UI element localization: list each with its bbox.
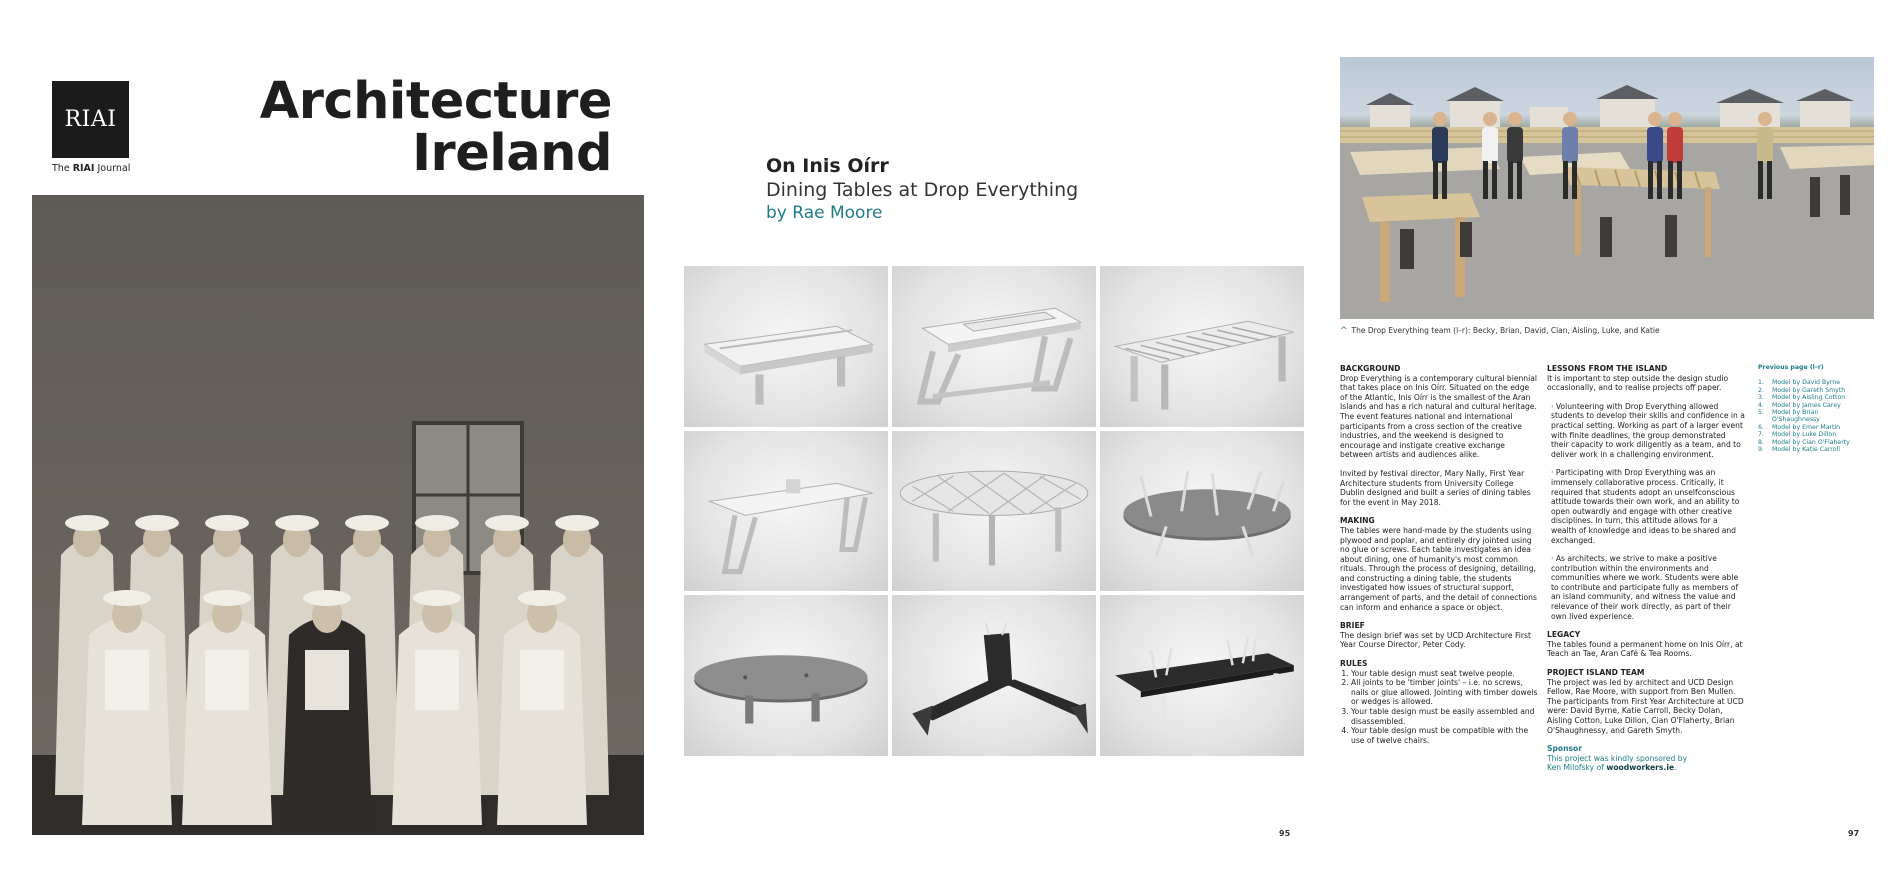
previous-page-item xyxy=(1758,379,1868,386)
previous-page-item-number: 4. xyxy=(1758,401,1764,409)
previous-page-item-number: 3. xyxy=(1758,394,1764,402)
previous-page-item-number: 2. xyxy=(1758,386,1764,394)
previous-page-item-label: Model by Emer Martin xyxy=(1772,423,1841,431)
section-heading-sponsor: Sponsor xyxy=(1547,744,1583,754)
section-heading-legacy: LEGACY xyxy=(1547,630,1581,640)
rule-item: 1. Your table design must seat twelve people. xyxy=(1351,669,1538,679)
previous-page-item-number: 9. xyxy=(1758,446,1764,454)
model-photo-2 xyxy=(892,266,1096,427)
page-number-left: 95 xyxy=(1279,829,1291,838)
previous-page-item-number: 5. xyxy=(1758,409,1764,417)
cover-title xyxy=(259,72,612,183)
table-model-photo-icon xyxy=(684,595,888,756)
rule-item: 3. Your table design must be easily assembled and disassembled. xyxy=(1351,707,1538,726)
section-heading-brief: BRIEF xyxy=(1340,621,1365,631)
table-model-photo-icon xyxy=(1100,595,1304,756)
photo-caption-text: The Drop Everything team (l–r): Becky, Brian, David, Cian, Aisling, Luke, and Katie xyxy=(1351,326,1660,335)
previous-page-item xyxy=(1758,424,1868,431)
table-model-photo-icon xyxy=(892,266,1096,427)
sponsor-line-2 xyxy=(1547,763,1745,773)
table-model-grid xyxy=(684,266,1304,756)
team-paragraph: The project was led by architect and UCD Design Fellow, Rae Moore, with support from Ben Mullen. The participants from First Year Architecture at UCD were: David Byrne, Katie Carroll, Becky Dolan, Aisling Cotton, Luke Dillon, Cian O'Flaherty, Brian O'Shaughnessy, and Gareth Smyth. xyxy=(1547,677,1744,735)
sponsor-link[interactable]: woodworkers.ie xyxy=(1606,763,1675,773)
previous-page-item-number: 8. xyxy=(1758,438,1764,446)
logo-caption xyxy=(52,163,130,174)
section-heading-rules: RULES xyxy=(1340,659,1368,669)
riai-logo xyxy=(52,81,129,158)
group-photo-of-nurses-icon xyxy=(32,195,644,835)
riai-logo-text: RIAI xyxy=(64,107,117,132)
sponsor-end: . xyxy=(1674,763,1677,773)
article-byline: by Rae Moore xyxy=(766,203,883,223)
previous-page-item xyxy=(1758,431,1868,438)
photo-caption xyxy=(1340,326,1660,336)
table-model-photo-icon xyxy=(892,595,1096,756)
previous-page-credits xyxy=(1758,364,1868,453)
background-paragraph: Drop Everything is a contemporary cultural biennial that takes place on Inis Oírr. Situated on the edge of the Atlantic, Inis Oírr is the smallest of the Aran Islands and has a rich natural and cultural heritage. The event features national and international participants from a cross section of the creative industries, and the weekend is designed to encourage and instigate creative exchange between artists and audiences alike. xyxy=(1340,373,1537,460)
previous-page-item-label: Model by Brian O'Shaughnessy xyxy=(1772,409,1820,424)
logo-caption-prefix: The xyxy=(52,163,70,174)
cover-title-line1: Architecture xyxy=(259,72,612,131)
previous-page-item-label: Model by Luke Dillon xyxy=(1772,431,1837,439)
table-model-photo-icon xyxy=(684,431,888,592)
article-kicker: On Inis Oírr xyxy=(766,155,889,177)
caret-up-icon: ^ xyxy=(1340,326,1348,336)
lesson-bullet: · Volunteering with Drop Everything allowed students to develop their skills and confidence in a practical setting. Working as part of a larger event with finite deadlines, the group demonstrated their capacity to work diligently as a team, and to deliver work in a challenging environment. xyxy=(1551,401,1745,459)
team-photo xyxy=(1340,57,1874,319)
model-photo-8 xyxy=(892,595,1096,756)
article-column-1 xyxy=(1340,364,1538,745)
article-column-2 xyxy=(1547,364,1745,773)
previous-page-item-label: Model by Cian O'Flaherty xyxy=(1772,438,1850,446)
model-photo-1 xyxy=(684,266,888,427)
previous-page-item xyxy=(1758,387,1868,394)
cover-photo xyxy=(32,195,644,835)
section-heading-making: MAKING xyxy=(1340,516,1375,526)
previous-page-item xyxy=(1758,409,1868,424)
previous-page-item-number: 6. xyxy=(1758,423,1764,431)
rules-list xyxy=(1340,669,1538,746)
table-model-photo-icon xyxy=(1100,266,1304,427)
invited-paragraph: Invited by festival director, Mary Nally, First Year Architecture students from University College Dublin designed and built a series of dining tables for the event in May 2018. xyxy=(1340,468,1531,507)
cover-title-line2: Ireland xyxy=(412,124,612,183)
sponsor-name: Ken Milofsky of xyxy=(1547,763,1604,773)
rule-item: 4. Your table design must be compatible with the use of twelve chairs. xyxy=(1351,726,1538,745)
model-photo-9 xyxy=(1100,595,1304,756)
lesson-bullet: · Participating with Drop Everything was an immensely collaborative process. Critically, it required that students adopt an unselfconscious attitude towards their own work, and an ability to open outwardly and engage with other creative disciplines. In turn, this attitude allows for a wealth of knowledge and ideas to be shared and exchanged. xyxy=(1551,468,1740,545)
making-paragraph: The tables were hand-made by the students using plywood and poplar, and entirely dry jointed using no glue or screws. Each table investigates an idea about dining, one of humanity's most common rituals. Through the process of designing, detailing, and constructing a dining table, the students investigated how issues of structural support, arrangement of parts, and the detail of connections can inform and enhance a space or object. xyxy=(1340,525,1537,612)
previous-page-item-label: Model by Aisling Cotton xyxy=(1772,394,1846,402)
section-heading-lessons: LESSONS FROM THE ISLAND xyxy=(1547,364,1668,373)
article-title: Dining Tables at Drop Everything xyxy=(766,179,1079,201)
model-photo-5 xyxy=(892,431,1096,592)
section-heading-background: BACKGROUND xyxy=(1340,364,1401,373)
previous-page-item-number: 1. xyxy=(1758,379,1764,387)
page-number-right: 97 xyxy=(1848,829,1860,838)
previous-page-item-label: Model by Gareth Smyth xyxy=(1772,386,1846,394)
model-photo-4 xyxy=(684,431,888,592)
sponsor-line-1: This project was kindly sponsored by xyxy=(1547,753,1688,763)
section-heading-team: PROJECT ISLAND TEAM xyxy=(1547,668,1645,678)
previous-page-item xyxy=(1758,394,1868,401)
brief-paragraph: The design brief was set by UCD Architecture First Year Course Director, Peter Cody. xyxy=(1340,630,1531,650)
previous-page-item-label: Model by David Byrne xyxy=(1772,379,1841,387)
previous-page-item xyxy=(1758,402,1868,409)
table-model-photo-icon xyxy=(892,431,1096,592)
previous-page-item-label: Model by James Carey xyxy=(1772,401,1841,409)
previous-page-list xyxy=(1758,379,1868,453)
legacy-paragraph: The tables found a permanent home on Inis Oírr, at Teach an Tae, Aran Café & Tea Rooms. xyxy=(1547,639,1743,659)
table-model-photo-icon xyxy=(684,266,888,427)
model-photo-3 xyxy=(1100,266,1304,427)
logo-caption-brand: RIAI xyxy=(72,163,95,174)
model-photo-7 xyxy=(684,595,888,756)
previous-page-item-label: Model by Katie Carroll xyxy=(1772,446,1840,454)
previous-page-item xyxy=(1758,439,1868,446)
rule-item: 2. All joints to be 'timber joints' – i.e. no screws, nails or glue allowed. Jointing with timber dowels or wedges is allowed. xyxy=(1351,678,1538,707)
table-model-photo-icon xyxy=(1100,431,1304,592)
drop-everything-team-photo-icon xyxy=(1340,57,1874,319)
lessons-paragraph: It is important to step outside the design studio occasionally, and to realise projects off paper. xyxy=(1547,373,1729,393)
logo-caption-suffix: Journal xyxy=(97,163,131,174)
previous-page-heading: Previous page (l–r) xyxy=(1758,364,1824,371)
lesson-bullet: · As architects, we strive to make a positive contribution within the environments and communities where we work. Students were able to contribute and participate fully as members of an island community, and witness the value and relevance of their work directly, as part of their own lived experience. xyxy=(1551,554,1739,621)
previous-page-item xyxy=(1758,446,1868,453)
previous-page-item-number: 7. xyxy=(1758,431,1764,439)
model-photo-6 xyxy=(1100,431,1304,592)
